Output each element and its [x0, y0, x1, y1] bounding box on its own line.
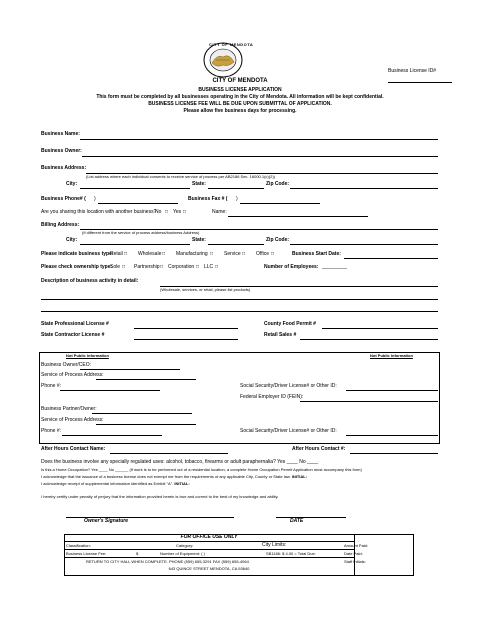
- home-occupation-question: Is this a Home Occupation? Yes ____ No ______ (If work is to be performed out of a residential location, a complete Home Occupation Permit Application must accompany this form): [41, 467, 362, 472]
- employees-field[interactable]: _________: [322, 264, 348, 270]
- owner-ceo-field[interactable]: [80, 369, 180, 370]
- billing-note: (If different from the service of process address/business Address): [82, 230, 200, 235]
- owner-llc-label: LLC: [204, 264, 214, 270]
- owner-corporation-label: Corporation: [168, 264, 195, 270]
- county-food-permit-field[interactable]: [322, 328, 438, 329]
- start-date-field[interactable]: [344, 258, 438, 259]
- city-field[interactable]: [80, 188, 190, 189]
- city-hall-address: 643 QUINCE STREET MENDOTA, CA 93640: [168, 566, 250, 571]
- sharing-no-label: No: [155, 209, 162, 215]
- city-title: CITY OF MENDOTA: [212, 78, 268, 84]
- sharing-yes-label: Yes: [173, 209, 182, 215]
- state-prof-license-label: State Professional License #: [41, 321, 109, 327]
- staff-initials-label: Staff Initials:: [344, 559, 366, 564]
- type-retail-label: Retail: [110, 251, 123, 257]
- classification-label: Classification:: [66, 543, 91, 548]
- employees-label: Number of Employees:: [264, 264, 319, 270]
- date-label: DATE: [290, 518, 304, 524]
- after-hours-name-field[interactable]: [110, 453, 228, 454]
- start-date-label: Business Start Date:: [292, 251, 341, 257]
- owner-partnership-label: Partnership: [134, 264, 160, 270]
- app-title: BUSINESS LICENSE APPLICATION: [198, 87, 282, 93]
- type-service-checkbox[interactable]: □: [242, 251, 246, 257]
- type-office-checkbox[interactable]: □: [271, 251, 275, 257]
- regulated-uses-question: Does the business involve any specially regulated uses: alcohol, tobacco, firearms or adult paraphernalia? Yes ____ No ____: [41, 459, 319, 465]
- owner-signature-label: Owner's Signature: [84, 518, 128, 524]
- billing-state-field[interactable]: [208, 244, 264, 245]
- phone-2-label: Phone #:: [41, 428, 62, 434]
- date-field[interactable]: [276, 517, 346, 518]
- type-wholesale-checkbox[interactable]: □: [162, 251, 166, 257]
- business-phone-label: Business Phone# (: [41, 196, 86, 202]
- type-wholesale-label: Wholesale: [138, 251, 162, 257]
- state-contractor-license-field[interactable]: [134, 339, 238, 340]
- billing-address-label: Billing Address:: [41, 222, 80, 228]
- fax-paren-close: ): [236, 196, 238, 202]
- phone-1-field[interactable]: [60, 390, 160, 391]
- type-service-label: Service: [224, 251, 241, 257]
- type-manufacturing-label: Manufacturing: [176, 251, 208, 257]
- header-line-3: Please allow five business days for processing.: [183, 108, 297, 114]
- ssn-1-label: Social Security/Driver License# or Other ID:: [240, 383, 337, 389]
- owner-sole-checkbox[interactable]: □: [122, 264, 126, 270]
- date-paid-label: Date Paid:: [344, 551, 363, 556]
- business-name-label: Business Name:: [41, 131, 80, 137]
- service-process-1-label: Service of Process Address:: [41, 372, 104, 378]
- billing-zip-field[interactable]: [290, 244, 438, 245]
- service-process-2-label: Service of Process Address:: [41, 417, 104, 423]
- description-field-3[interactable]: [41, 311, 438, 312]
- billing-city-field[interactable]: [80, 244, 190, 245]
- business-name-field[interactable]: [80, 139, 438, 140]
- phone-2-field[interactable]: [62, 435, 162, 436]
- ownership-type-label: Please check ownership type:: [41, 264, 113, 270]
- billing-city-label: City:: [66, 237, 78, 243]
- state-contractor-license-label: State Contractor License #: [41, 332, 105, 338]
- after-hours-name-label: After Hours Contact Name:: [41, 446, 106, 452]
- ssn-2-label: Social Security/Driver License# or Other ID:: [240, 428, 337, 434]
- zip-label: Zip Code:: [266, 181, 290, 187]
- after-hours-number-label: After Hours Contact #:: [292, 446, 346, 452]
- business-owner-field[interactable]: [82, 156, 438, 157]
- license-fee-value: $: [136, 551, 139, 556]
- business-address-label: Business Address:: [41, 165, 87, 171]
- acknowledge-license-text: I acknowledge that the issuance of a business license does not exempt me from the requirements of any applicable City, County or State law. INITIAL:: [41, 474, 308, 479]
- not-public-right: Not Public Information: [370, 353, 413, 358]
- type-retail-checkbox[interactable]: □: [124, 251, 128, 257]
- return-instructions: RETURN TO CITY HALL WHEN COMPLETE. PHONE (559) 655-3291 FAX (559) 655-4064: [86, 559, 249, 564]
- county-food-permit-label: County Food Permit #: [264, 321, 316, 327]
- state-prof-license-field[interactable]: [134, 328, 238, 329]
- owner-sole-label: Sole: [110, 264, 121, 270]
- partner-label: Business Partner/Owner:: [41, 406, 97, 412]
- fein-field[interactable]: [300, 401, 438, 402]
- service-process-2-field[interactable]: [96, 424, 196, 425]
- sb1186-label: SB1186: $ 4.00 = Total Due:: [266, 551, 316, 556]
- header-line-1: This form must be completed by all businesses operating in the City of Mendota. All information will be kept confidential.: [96, 94, 384, 100]
- city-limits-label: City Limits:: [262, 542, 287, 548]
- license-fee-label: Business License Fee:: [66, 551, 107, 556]
- ssn-2-field[interactable]: [346, 435, 438, 436]
- partner-field[interactable]: [92, 413, 192, 414]
- office-use-title: FOR OFFICE USE ONLY: [180, 534, 238, 540]
- business-type-label: Please indicate business type:: [41, 251, 114, 257]
- fein-label: Federal Employer ID (FEIN):: [240, 394, 304, 400]
- office-row-divider-2: [64, 557, 354, 558]
- office-use-title-divider: [64, 541, 354, 542]
- equipment-label: Number of Equipment: ( ): [160, 551, 205, 556]
- seal-text: CITY OF MENDOTA: [209, 42, 254, 47]
- certify-text: I hereby certify under penalty of perjury that the information provided herein is true and correct to the best of my knowledge and ability.: [41, 494, 279, 499]
- category-label: Category:: [176, 543, 194, 548]
- sharing-name-field[interactable]: [228, 216, 368, 217]
- business-phone-field[interactable]: [98, 203, 178, 204]
- business-fax-label: Business Fax # (: [188, 196, 228, 202]
- acknowledge-exhibit-text: I acknowledge receipt of supplemental information identified as Exhibit "A". INITIAL:: [41, 481, 190, 486]
- address-note: (List address where each individual consents to receive service of process per AB2186 Sec. 16000.1(c)(2)): [86, 174, 275, 179]
- city-label: City:: [66, 181, 78, 187]
- phone-1-label: Phone #:: [41, 383, 62, 389]
- sharing-no-checkbox[interactable]: □: [165, 209, 169, 215]
- ssn-1-field[interactable]: [346, 390, 438, 391]
- owner-ceo-label: Business Owner/CEO:: [41, 362, 92, 368]
- service-process-1-field[interactable]: [96, 379, 196, 380]
- not-public-left: Not Public Information: [66, 353, 109, 358]
- type-office-label: Office: [256, 251, 269, 257]
- description-note: (Wholesale, services, or retail, please list products): [160, 287, 251, 292]
- type-manufacturing-checkbox[interactable]: □: [210, 251, 214, 257]
- sharing-question: Are you sharing this location with another business?: [41, 209, 157, 215]
- billing-state-label: State:: [192, 237, 206, 243]
- amount-paid-label: Amount Paid:: [344, 543, 369, 548]
- owner-corporation-checkbox[interactable]: □: [196, 264, 200, 270]
- billing-zip-label: Zip Code:: [266, 237, 290, 243]
- description-field-2[interactable]: [41, 299, 438, 300]
- sharing-name-label: Name:: [212, 209, 227, 215]
- business-owner-label: Business Owner:: [41, 148, 82, 154]
- header-line-2: BUSINESS LICENSE FEE WILL BE DUE UPON SUBMITTAL OF APPLICATION.: [148, 101, 332, 107]
- office-row-divider-1: [64, 549, 354, 550]
- zip-field[interactable]: [290, 188, 438, 189]
- sharing-yes-checkbox[interactable]: □: [183, 209, 187, 215]
- owner-partnership-checkbox[interactable]: □: [160, 264, 164, 270]
- owner-llc-checkbox[interactable]: □: [215, 264, 219, 270]
- business-fax-field[interactable]: [240, 203, 320, 204]
- retail-sales-field[interactable]: [300, 339, 438, 340]
- state-label: State:: [192, 181, 206, 187]
- city-seal-icon: [203, 42, 243, 78]
- after-hours-number-field[interactable]: [350, 453, 438, 454]
- description-label: Description of business activity in detail:: [41, 278, 139, 284]
- business-license-id-label: Business License ID#: [388, 68, 437, 74]
- state-field[interactable]: [208, 188, 264, 189]
- retail-sales-label: Retail Sales #: [264, 332, 297, 338]
- phone-paren-close: ): [94, 196, 96, 202]
